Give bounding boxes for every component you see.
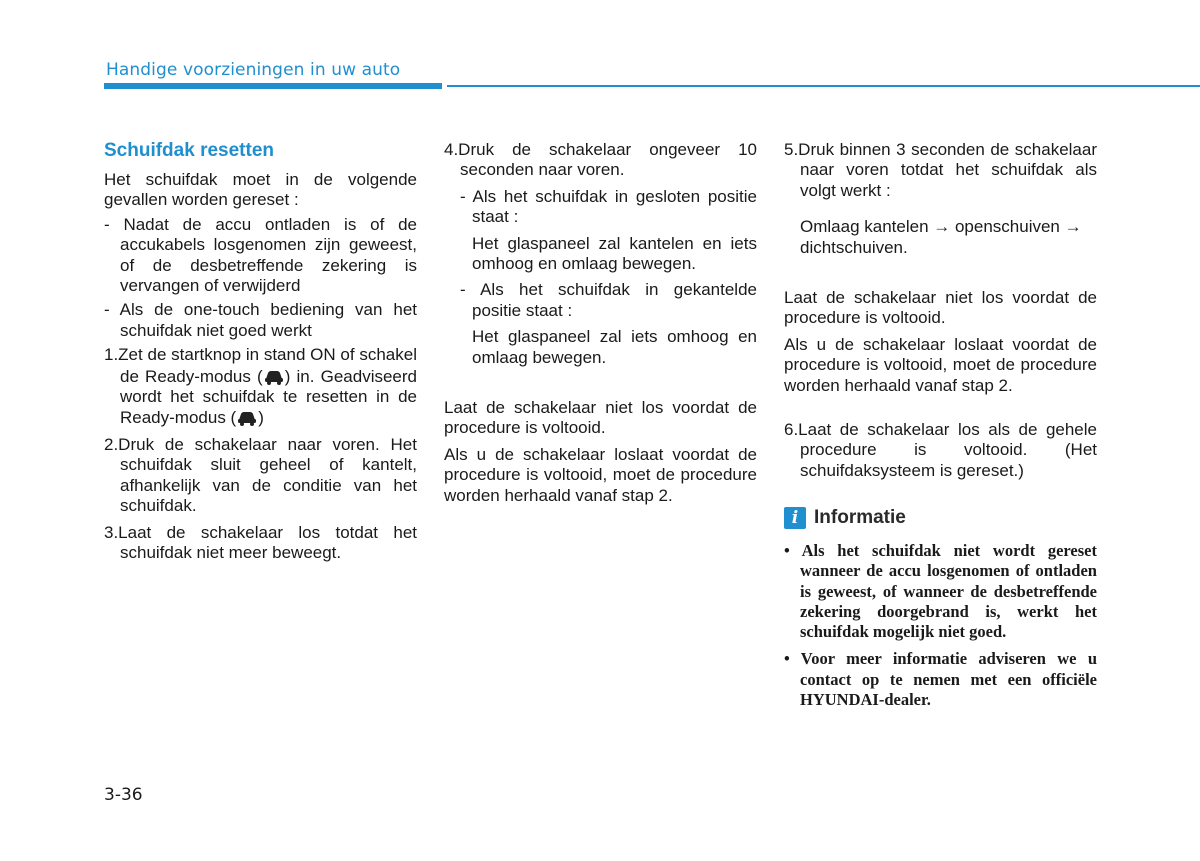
note-repeat: Als u de schakelaar loslaat voordat de procedure is voltooid, moet de procedure worden herhaald vanaf stap 2. [444, 444, 757, 505]
car-ready-icon [236, 407, 258, 427]
step-1-text-a: 1.Zet de startknop in stand ON of schakel de Ready-modus ( [104, 345, 417, 386]
info-bullet: • Als het schuifdak niet wordt gereset wanneer de accu losgenomen of ontladen is geweest, of wanneer de desbetreffende zekering doorgebrand is, werkt het schuifdak mogelijk niet goed. [784, 541, 1097, 642]
reset-case-one-touch: - Als de one-touch bediening van het schuifdak niet goed werkt [104, 300, 417, 340]
intro-text: Het schuifdak moet in de volgende gevallen worden gereset : [104, 170, 417, 210]
step-1 [104, 345, 417, 429]
step-4: 4.Druk de schakelaar ongeveer 10 seconden naar voren. [444, 140, 757, 180]
page-number: 3-36 [104, 785, 143, 805]
sub-tilted-body: Het glaspaneel zal iets omhoog en omlaag bewegen. [472, 327, 757, 367]
sub-closed-body: Het glaspaneel zal kantelen en iets omhoog en omlaag bewegen. [472, 233, 757, 274]
note-do-not-release: Laat de schakelaar niet los voordat de procedure is voltooid. [444, 398, 757, 438]
info-title: Informatie [814, 507, 906, 529]
step-6: 6.Laat de schakelaar los als de gehele procedure is voltooid. (Het schuifdaksysteem is gereset.) [784, 420, 1097, 480]
step-5: 5.Druk binnen 3 seconden de schakelaar naar voren totdat het schuifdak als volgt werkt : [784, 140, 1097, 200]
section-title: Schuifdak resetten [104, 140, 274, 161]
info-bullet-list [784, 541, 1097, 710]
header-rule-thick [104, 83, 442, 89]
column-2 [444, 140, 757, 506]
sequence-text: Omlaag kantelen → openschuiven → dichtschuiven. [800, 217, 1082, 257]
step-1-text-c: ) [258, 408, 264, 428]
info-bullet: • Voor meer informatie adviseren we u contact op te nemen met een officiële HYUNDAI-dealer. [784, 649, 1097, 709]
column-1 [104, 140, 417, 563]
step-1-text-b: ) in. Geadviseerd wordt het schuifdak te resetten in de Ready-modus ( [120, 366, 418, 428]
reset-case-battery: - Nadat de accu ontladen is of de accukabels losgenomen zijn geweest, of de desbetreffende zekering is vervangen of verwijderd [104, 214, 417, 296]
info-icon: i [784, 507, 806, 529]
header-rule-thin [447, 85, 1200, 87]
column-3 [784, 140, 1097, 710]
sub-closed-head: - Als het schuifdak in gesloten positie staat : [460, 186, 757, 227]
step-3: 3.Laat de schakelaar los totdat het schuifdak niet meer beweegt. [104, 522, 417, 562]
car-ready-icon [263, 366, 285, 386]
sub-tilted-head: - Als het schuifdak in gekantelde positie staat : [460, 280, 757, 320]
info-header [784, 507, 1097, 529]
step-2: 2.Druk de schakelaar naar voren. Het schuifdak sluit geheel of kantelt, afhankelijk van de conditie van het schuifdak. [104, 434, 417, 516]
page-header-title: Handige voorzieningen in uw auto [106, 60, 401, 80]
note-do-not-release: Laat de schakelaar niet los voordat de procedure is voltooid. [784, 288, 1097, 328]
note-repeat: Als u de schakelaar loslaat voordat de procedure is voltooid, moet de procedure worden herhaald vanaf stap 2. [784, 334, 1097, 395]
